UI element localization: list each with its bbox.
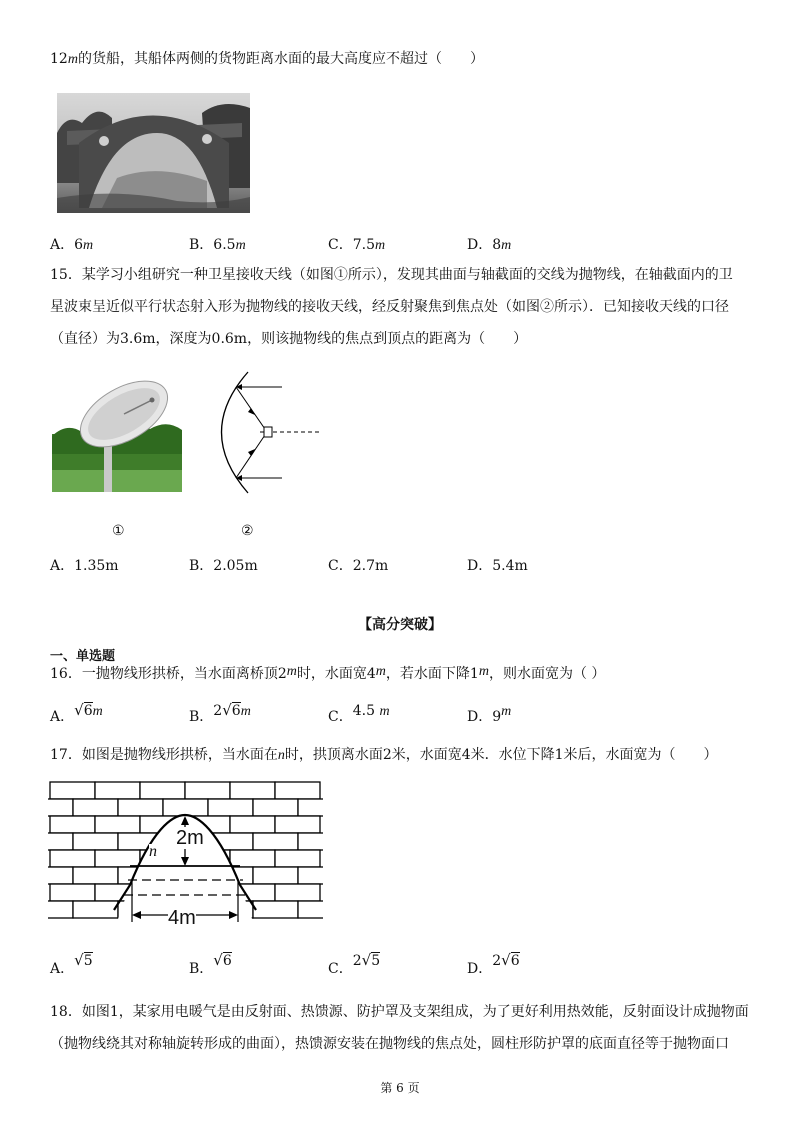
q15-option-d: D．5.4m xyxy=(467,558,528,574)
q14-stem-tail: 12m的货船，其船体两侧的货物距离水面的最大高度应不超过（ ） xyxy=(50,51,484,67)
q14-option-d: D．8m xyxy=(467,237,512,253)
section-subtitle: 一、单选题 xyxy=(50,649,116,664)
q16-option-c: C．4.5 m xyxy=(328,703,390,725)
q17-height-label: 2m xyxy=(176,827,204,849)
stone-arch-bridge-photo xyxy=(57,93,250,213)
q16-option-b: B．2√6m xyxy=(189,701,251,725)
q17-option-a: A．√5 xyxy=(50,951,93,977)
q16-stem: 16．一抛物线形拱桥，当水面离桥顶2m时，水面宽4m，若水面下降1m，则水面宽为（ ） xyxy=(50,664,606,682)
q15-option-a: A．1.35m xyxy=(50,558,119,574)
q17-option-d: D．2√6 xyxy=(467,951,520,977)
satellite-dish-photo xyxy=(52,374,182,492)
q15-option-b: B．2.05m xyxy=(189,558,258,574)
q15-stem-line-2: 星波束呈近似平行状态射入形为抛物线的接收天线，经反射聚焦到焦点处（如图②所示）．已知接收天线的口径 xyxy=(50,299,729,315)
q17-option-c: C．2√5 xyxy=(328,951,381,977)
q15-option-c: C．2.7m xyxy=(328,558,389,574)
q16-option-a: A．√6m xyxy=(50,701,103,725)
parabolic-antenna-diagram xyxy=(210,370,325,495)
q16-option-d: D．9m xyxy=(467,704,512,725)
q14-option-a: A．6m xyxy=(50,237,94,253)
q15-stem-line-3: （直径）为3.6m，深度为0.6m，则该抛物线的焦点到顶点的距离为（ ） xyxy=(50,331,528,347)
q15-figure-2-label: ② xyxy=(241,523,254,539)
q17-n-label: n xyxy=(149,843,157,860)
q15-figure-1-label: ① xyxy=(112,523,125,539)
q14-option-c: C．7.5m xyxy=(328,237,386,253)
section-title: 【高分突破】 xyxy=(358,617,442,633)
q14-option-b: B．6.5m xyxy=(189,237,246,253)
q17-width-label: 4m xyxy=(168,907,196,929)
q17-stem: 17．如图是抛物线形拱桥，当水面在n时，拱顶离水面2米，水面宽4米．水位下降1米后，水面宽为（ ） xyxy=(50,747,718,763)
page-number: 第 6 页 xyxy=(380,1081,420,1095)
q15-stem-line-1: 15．某学习小组研究一种卫星接收天线（如图①所示），发现其曲面与轴截面的交线为抛物线，在轴截面内的卫 xyxy=(50,267,733,283)
q18-stem-line-2: （抛物线绕其对称轴旋转形成的曲面），热馈源安装在抛物线的焦点处，圆柱形防护罩的底面直径等于抛物面口 xyxy=(50,1036,729,1052)
q18-stem-line-1: 18．如图1，某家用电暖气是由反射面、热馈源、防护罩及支架组成，为了更好利用热效能，反射面设计成抛物面 xyxy=(50,1004,749,1020)
q17-option-b: B．√6 xyxy=(189,951,232,977)
